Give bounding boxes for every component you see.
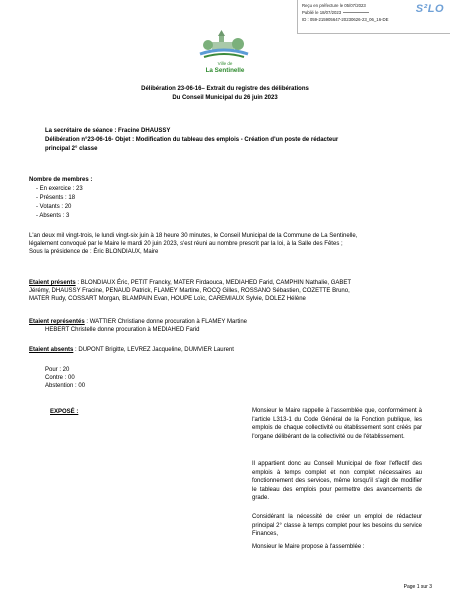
town-name	[196, 60, 254, 74]
absents-line: Etaient absents : DUPONT Brigitte, LEVREZ Jacqueline, DUMVIER Laurent	[29, 347, 234, 353]
represented-line-2: HEBERT Christelle donne procuration à MEDIAHED Farid	[45, 327, 200, 333]
secretary: La secrétaire de séance : Fracine DHAUSSY	[45, 128, 171, 134]
members-title: Nombre de membres :	[29, 177, 93, 183]
s2lo-logo: S²LO	[415, 3, 444, 15]
header-line-2: Du Conseil Municipal du 26 juin 2023	[172, 95, 278, 101]
expose-paragraph-3: Considérant la nécessité de créer un emploi de rédacteur principal 2° classe à temps complet pour les besoins du service Finances,	[252, 514, 422, 537]
presents-line-2: Jérémy, DHAUSSY Fracine, PENAUD Patrick, FLAMEY Martine, ROCQ Gilles, ROSSANO Sébastien, COZETTE Bruno,	[29, 288, 350, 294]
presents-line-1: Etaient présents : BLONDIAUX Éric, PETIT Francky, MATER Firdaouca, MEDIAHED Farid, CAMPHIN Nathalie, GABET	[29, 280, 352, 286]
town-name-small: Ville de	[217, 61, 233, 66]
subject-line-2: principal 2° classe	[45, 146, 98, 152]
absents-label: Etaient absents	[29, 347, 74, 353]
presents-line-3: MATER Rudy, COSSART Morgan, BLAMPAIN Evan, HOUPE Loïc, CAREMIAUX Sylvie, DOLEZ Hélène	[29, 296, 306, 302]
represented-line-1: Etaient représentés : WATTIER Christiane donne procuration à FLAMEY Martine	[29, 319, 247, 325]
expose-paragraph-2: Il appartient donc au Conseil Municipal de fixer l'effectif des emplois à temps complet et non complet nécessaires au fonctionnement des services, même lorsqu'il s'agit de modifier le tableau des emplois pour permettre des avancements de grade.	[252, 461, 422, 501]
town-name-main: La Sentinelle	[205, 67, 245, 74]
intro-line-1: L'an deux mil vingt-trois, le lundi vingt-six juin à 18 heure 30 minutes, le Conseil Municipal de la Commune de La Sentinelle,	[29, 233, 358, 239]
members-item: - Absents : 3	[36, 213, 70, 219]
subject-line-1: Délibération n°23-06-16- Objet : Modification du tableau des emplois - Création d'un poste de rédacteur	[45, 137, 339, 143]
presents-label: Etaient présents	[29, 280, 76, 286]
expose-paragraph-4: Monsieur le Maire propose à l'assemblée :	[252, 544, 365, 550]
stamp-id: ID : 059-215905647-20230626-23_06_16-DE	[302, 17, 389, 22]
vote-for: Pour : 20	[45, 367, 70, 373]
stamp-published-date: 18/07/2023	[319, 10, 342, 15]
vote-against: Contre : 00	[45, 375, 75, 381]
stamp-received: Reçu en préfecture le 05/07/2023	[302, 3, 366, 8]
intro-line-3: Sous la présidence de : Éric BLONDIAUX, Maire	[29, 249, 159, 255]
vote-abstention: Abstention : 00	[45, 383, 86, 389]
members-item: - En exercice : 23	[36, 186, 83, 192]
prefecture-stamp	[297, 0, 450, 34]
stamp-published-label: Publié le	[302, 10, 319, 15]
intro-line-2: légalement convoqué par le Maire le mardi 20 juin 2023, s'est réuni au nombre prescrit par la loi, à la Salle des Fêtes ;	[29, 241, 343, 247]
represented-label: Etaient représentés	[29, 319, 85, 325]
page-number: Page 1 sur 3	[403, 584, 432, 590]
members-item: - Votants : 20	[36, 204, 72, 210]
header-line-1: Délibération 23-06-16– Extrait du registre des délibérations	[141, 86, 309, 92]
expose-title: EXPOSÉ :	[50, 409, 79, 415]
members-item: - Présents : 18	[36, 195, 76, 201]
expose-paragraph-1: Monsieur le Maire rappelle à l'assemblée que, conformément à l'article L313-1 du Code Général de la Fonction publique, les emplois de chaque collectivité ou établissement sont créés par l'organe délibérant de la collectivité ou de l'établissement.	[252, 408, 422, 440]
